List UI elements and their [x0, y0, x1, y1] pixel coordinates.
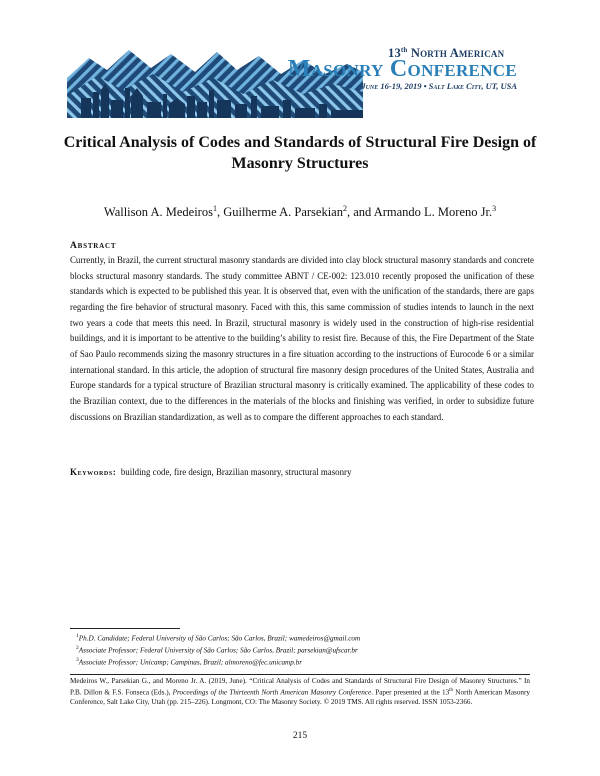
- abstract-heading: Abstract: [70, 241, 117, 251]
- citation-block: [70, 677, 530, 707]
- footnote-mark: 2: [76, 645, 79, 651]
- author-mark: 2: [342, 204, 347, 213]
- citation-text: . Paper presented at the 13: [371, 688, 450, 697]
- keywords-label: Keywords:: [70, 467, 117, 477]
- conference-dates-location: June 16-19, 2019 • Salt Lake City, UT, USA: [361, 81, 517, 91]
- keywords-text: building code, fire design, Brazilian masonry, structural masonry: [120, 467, 352, 477]
- citation-text: North American Masonry Conference, Salt Lake City, Utah (pp. 215–226). Longmont, CO: The Masonry Society. © 2019 TMS. All rights reserved. ISSN 1053-2366.: [70, 688, 530, 706]
- footnote: [76, 645, 516, 654]
- citation-ordinal-suffix: th: [449, 688, 454, 694]
- author-name: Guilherme A. Parsekian: [223, 205, 343, 220]
- footnote-text: Associate Professor; Unicamp; Campinas, Brazil; almoreno@fec.unicamp.br: [78, 658, 303, 667]
- author-separator: ,: [216, 205, 224, 220]
- keywords-line: [70, 467, 534, 477]
- author-name: Wallison A. Medeiros: [103, 205, 213, 220]
- footnote: [76, 633, 516, 642]
- citation-divider: [70, 674, 530, 675]
- author-list: [40, 204, 560, 220]
- author-mark: 1: [212, 204, 217, 213]
- paper-title: Critical Analysis of Codes and Standards of Structural Fire Design of Masonry Structures: [63, 134, 537, 172]
- author-separator: , and: [346, 205, 374, 220]
- footnote: [76, 657, 516, 666]
- conference-ordinal: 13: [388, 46, 401, 61]
- page-number: 215: [292, 731, 308, 741]
- footnote-mark: 3: [76, 657, 79, 663]
- footnote-text: Associate Professor; Federal University of São Carlos; São Carlos, Brazil; parsekian@ufscar.br: [78, 646, 358, 655]
- footnote-mark: 1: [76, 633, 79, 639]
- conference-name: Masonry Conference: [287, 56, 517, 82]
- footnote-divider: [70, 628, 180, 629]
- citation-text: Medeiros W., Parsekian G., and Moreno Jr. A. (2019, June). “Critical Analysis of Codes and Standards of Structural Fire Design of Masonry Structures.” In P.B. Dillon & F.S. Fonseca (Eds.),: [70, 677, 530, 697]
- author-mark: 3: [492, 204, 497, 213]
- citation-proceedings: Proceedings of the Thirteenth North American Masonry Conference: [172, 688, 372, 697]
- conference-subtitle: North American: [407, 46, 505, 61]
- author-name: Armando L. Moreno Jr.: [373, 205, 493, 220]
- abstract-text: Currently, in Brazil, the current structural masonry standards are divided into clay block structural masonry standards and concrete blocks structural masonry standards. The study committee ABNT / CE-002: 123.010 recently proposed the unification of these standards which is expected to be published this year. It is observed that, even with the unification of the standards, there are gaps regarding the fire behavior of structural masonry. Faced with this, this same commission of studies intends to launch in the next two years a code that meets this need. In Brazil, structural masonry is widely used in the construction of high-rise residential buildings, and it is important to be attentive to the building’s ability to resist fire. Because of this, the Fire Department of the State of Sao Paulo recommends sizing the masonry structures in a fire situation according to the instructions of Eurocode 6 or a similar international standard. In this article, the adoption of structural fire masonry design procedures of the United States, Australia and Europe standards for a typical structure of Brazilian structural masonry is critically examined. The applicability of these codes to the Brazilian context, due to the differences in the materials of the blocks and finishing was verified, in order to subsidize future discussions on Brazilian standardization, as well as to compare the different approaches to each standard.: [70, 255, 534, 422]
- footnote-text: Ph.D. Candidate; Federal University of São Carlos; São Carlos, Brazil; wamedeiros@gmail.com: [78, 634, 361, 643]
- conference-ordinal-suffix: th: [400, 46, 408, 54]
